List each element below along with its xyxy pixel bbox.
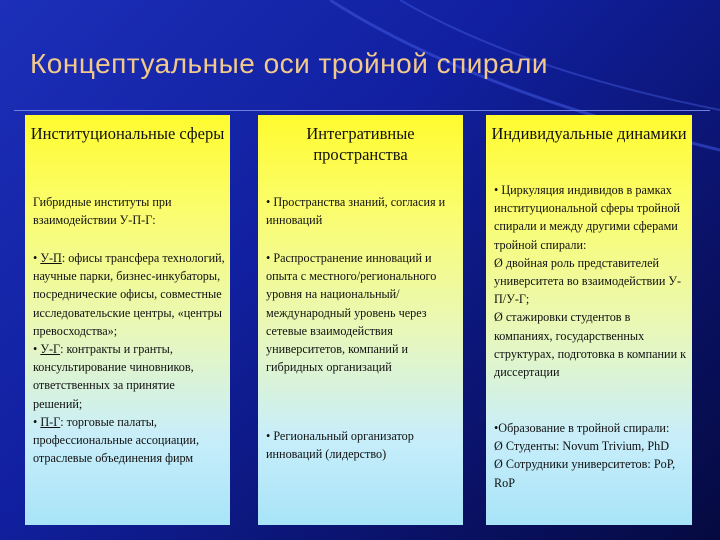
column-body-education xyxy=(494,419,688,492)
column-integrative-spaces xyxy=(258,115,463,525)
list-item: • У-Г: контракты и гранты, консультирование чиновников, ответственных за принятие решений; xyxy=(33,342,194,411)
list-item: • Распространение инноваций и опыта с местного/регионального уровня на национальный/международный уровень через сетевые взаимодействия университетов, компаний и гибридных организаций xyxy=(266,251,437,375)
list-item: Ø стажировки студентов в компаниях, государственных структурах, подготовка в компании к диссертации xyxy=(494,310,687,380)
list-item: Ø двойная роль представителей университета во взаимодействии У-П/У-Г; xyxy=(494,255,682,307)
list-item: • Циркуляция индивидов в рамках институциональной сферы тройной спирали и между другими сферами тройной спирали: xyxy=(494,183,681,252)
column-body xyxy=(494,181,688,381)
slide-title: Концептуальные оси тройной спирали xyxy=(30,48,549,79)
list-item: Ø Студенты: Novum Trivium, PhD xyxy=(494,439,670,454)
list-item: • Региональный организатор инноваций (лидерство) xyxy=(266,429,414,462)
list-item: • У-П: офисы трансфера технологий, научные парки, бизнес-инкубаторы, посреднические офисы, совместные исследовательские центры, «центры превосходства»; xyxy=(33,251,225,338)
column-individual-dynamics xyxy=(486,115,692,525)
list-item: •Образование в тройной спирали: xyxy=(494,421,670,435)
column-heading: Институциональные сферы xyxy=(30,124,225,143)
list-item: • П-Г: торговые палаты, профессиональные ассоциации, отраслевые объединения фирм xyxy=(33,414,199,466)
title-divider xyxy=(14,110,710,111)
column-heading: Индивидуальные динамики xyxy=(491,124,687,143)
column-intro: Гибридные институты при взаимодействии У-П-Г: xyxy=(33,195,172,228)
column-body xyxy=(33,249,226,467)
list-item: Ø Сотрудники университетов: PoP, RoP xyxy=(494,457,676,490)
column-institutional-spheres xyxy=(25,115,230,525)
list-item: • Пространства знаний, согласия и инноваций xyxy=(266,195,446,228)
column-heading: Интегративные пространства xyxy=(306,124,415,164)
